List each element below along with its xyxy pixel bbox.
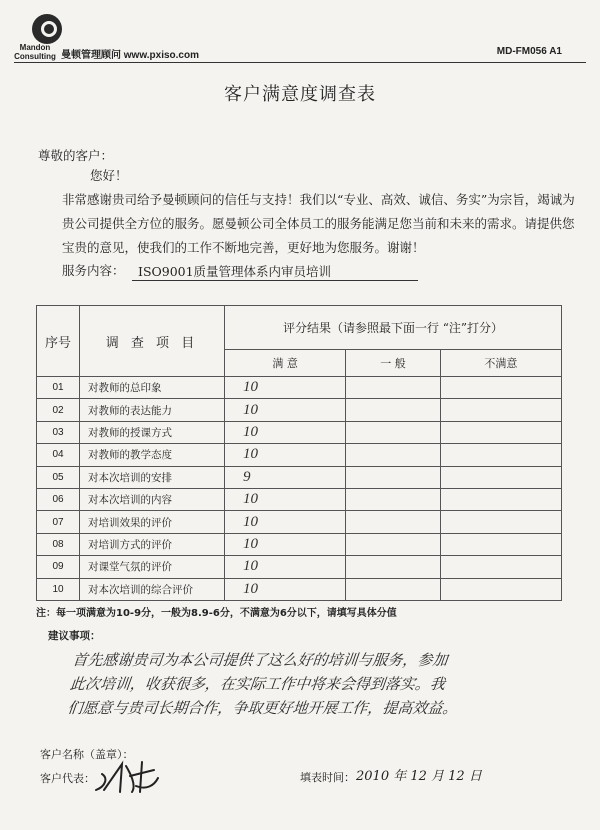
score-normal[interactable] (346, 556, 440, 578)
column-header-result: 评分结果（请参照最下面一行 “注”打分） (225, 306, 562, 350)
hello-text: 您好！ (90, 168, 128, 183)
score-satisfied[interactable]: 10 (225, 578, 346, 600)
table-row (37, 533, 562, 555)
table-row (37, 466, 562, 488)
table-row (37, 488, 562, 510)
table-row (37, 444, 562, 466)
signature-icon (92, 756, 162, 796)
table-row (37, 511, 562, 533)
row-item: 对培训效果的评价 (80, 511, 225, 533)
row-item: 对教师的教学态度 (80, 444, 225, 466)
greeting: 尊敬的客户： (38, 148, 114, 163)
score-unsatisfied[interactable] (440, 421, 561, 443)
score-satisfied[interactable]: 10 (225, 444, 346, 466)
score-unsatisfied[interactable] (440, 556, 561, 578)
score-normal[interactable] (346, 533, 440, 555)
logo-text: Mandon Consulting (14, 43, 56, 61)
table-row (37, 399, 562, 421)
row-number: 08 (37, 533, 80, 555)
row-number: 10 (37, 578, 80, 600)
intro-paragraph: 非常感谢贵司给予曼顿顾问的信任与支持！我们以“专业、高效、诚信、务实”为宗旨，竭诚为贵公司提供全方位的服务。愿曼顿公司全体员工的服务能满足您当前和未来的需求。请提供您宝贵的意见，使我们的工作不断地完善，更好地为您服务。谢谢！ (62, 192, 575, 255)
score-normal[interactable] (346, 488, 440, 510)
document-number: MD-FM056 A1 (496, 46, 562, 57)
fill-time-value[interactable]: 2010 年 12 月 12 日 (356, 769, 482, 784)
service-label: 服务内容： (62, 263, 125, 278)
score-unsatisfied[interactable] (440, 533, 561, 555)
row-item: 对教师的总印象 (80, 377, 225, 399)
suggestion-line: 首先感谢贵司为本公司提供了这么好的培训与服务，参加 (71, 651, 449, 669)
row-number: 03 (37, 421, 80, 443)
row-item: 对本次培训的内容 (80, 488, 225, 510)
column-header-item: 调 查 项 目 (80, 306, 225, 377)
suggestion-text[interactable] (66, 648, 594, 720)
score-satisfied[interactable]: 10 (225, 511, 346, 533)
score-satisfied[interactable]: 9 (225, 466, 346, 488)
row-number: 09 (37, 556, 80, 578)
score-normal[interactable] (346, 421, 440, 443)
score-normal[interactable] (346, 578, 440, 600)
row-number: 07 (37, 511, 80, 533)
survey-table (36, 305, 562, 601)
table-row (37, 556, 562, 578)
customer-rep-label: 客户代表： (40, 772, 95, 785)
header-divider (14, 62, 586, 63)
column-header-satisfied: 满 意 (225, 349, 346, 376)
score-unsatisfied[interactable] (440, 377, 561, 399)
score-normal[interactable] (346, 377, 440, 399)
row-item: 对本次培训的安排 (80, 466, 225, 488)
table-row (37, 421, 562, 443)
score-satisfied[interactable]: 10 (225, 399, 346, 421)
row-item: 对教师的授课方式 (80, 421, 225, 443)
row-number: 04 (37, 444, 80, 466)
suggestion-line: 此次培训，收获很多，在实际工作中将来会得到落实。我 (69, 675, 446, 693)
score-satisfied[interactable]: 10 (225, 377, 346, 399)
scoring-note: 注：每一项满意为10-9分，一般为8.9-6分，不满意为6分以下，请填写具体分值 (36, 608, 397, 619)
row-item: 对本次培训的综合评价 (80, 578, 225, 600)
fill-time-label: 填表时间： (300, 771, 355, 784)
score-normal[interactable] (346, 511, 440, 533)
suggestion-line: 们愿意与贵司长期合作，争取更好地开展工作，提高效益。 (66, 699, 459, 717)
table-row (37, 578, 562, 600)
row-number: 02 (37, 399, 80, 421)
score-normal[interactable] (346, 466, 440, 488)
company-name: 曼顿管理顾问 www.pxiso.com (61, 50, 199, 61)
logo-icon (32, 14, 62, 44)
score-satisfied[interactable]: 10 (225, 556, 346, 578)
score-unsatisfied[interactable] (440, 399, 561, 421)
row-number: 01 (37, 377, 80, 399)
score-satisfied[interactable]: 10 (225, 533, 346, 555)
column-header-unsatisfied: 不满意 (440, 349, 561, 376)
column-header-normal: 一 般 (346, 349, 440, 376)
row-item: 对教师的表达能力 (80, 399, 225, 421)
score-normal[interactable] (346, 444, 440, 466)
score-unsatisfied[interactable] (440, 466, 561, 488)
score-satisfied[interactable]: 10 (225, 488, 346, 510)
row-number: 06 (37, 488, 80, 510)
score-normal[interactable] (346, 399, 440, 421)
row-item: 对培训方式的评价 (80, 533, 225, 555)
score-unsatisfied[interactable] (440, 488, 561, 510)
score-unsatisfied[interactable] (440, 444, 561, 466)
score-unsatisfied[interactable] (440, 578, 561, 600)
score-unsatisfied[interactable] (440, 511, 561, 533)
row-number: 05 (37, 466, 80, 488)
row-item: 对课堂气氛的评价 (80, 556, 225, 578)
customer-name-label: 客户名称（盖章）： (40, 748, 134, 761)
page-title: 客户满意度调查表 (224, 84, 376, 105)
column-header-no: 序号 (37, 306, 80, 377)
service-value: ISO9001质量管理体系内审员培训 (132, 262, 418, 281)
suggestion-label: 建议事项： (48, 630, 101, 642)
score-satisfied[interactable]: 10 (225, 421, 346, 443)
table-row (37, 377, 562, 399)
